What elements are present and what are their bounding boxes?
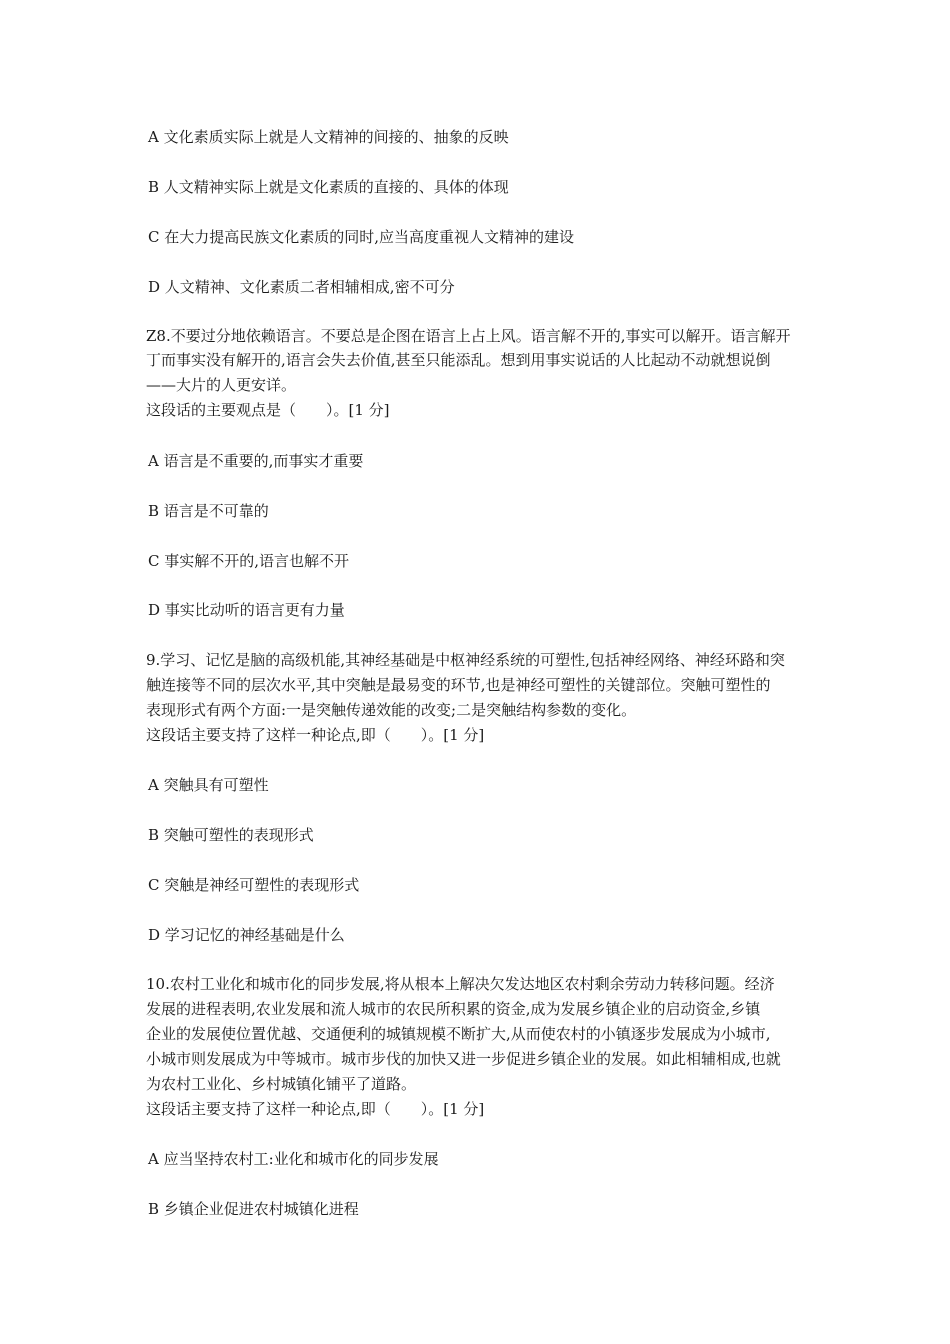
q8-option-d: D 事实比动听的语言更有力量	[148, 601, 345, 619]
q8-passage-line-2: 丁而事实没有解开的,语言会失去价值,甚至只能添乱。想到用事实说话的人比起动不动就想说倒	[146, 351, 771, 369]
q9-option-b: B 突触可塑性的表现形式	[148, 826, 314, 844]
q10-passage-line-5: 为农村工业化、乡村城镇化铺平了道路。	[146, 1075, 417, 1093]
q9-passage-line-1: 9.学习、记忆是脑的高级机能,其神经基础是中枢神经系统的可塑性,包括神经网络、神经环路和突	[146, 651, 785, 669]
q8-passage-line-3: ——大片的人更安详。	[146, 376, 297, 394]
q8-passage-line-1: Z8.不要过分地依赖语言。不要总是企图在语言上占上风。语言解不开的,事实可以解开。语言解开	[146, 327, 791, 345]
q10-passage-line-1: 10.农村工业化和城市化的同步发展,将从根本上解决欠发达地区农村剩余劳动力转移问题。经济	[146, 975, 775, 993]
q8-option-b: B 语言是不可靠的	[148, 502, 269, 520]
q9-option-a: A 突触具有可塑性	[148, 776, 269, 794]
q9-option-d: D 学习记忆的神经基础是什么	[148, 926, 345, 944]
q10-option-b: B 乡镇企业促进农村城镇化进程	[148, 1200, 359, 1218]
q10-passage-line-2: 发展的进程表明,农业发展和流人城市的农民所积累的资金,成为发展乡镇企业的启动资金,乡镇	[146, 1000, 761, 1018]
q8-prompt: 这段话的主要观点是（ ）。[1 分]	[146, 401, 390, 419]
q10-option-a: A 应当坚持农村工:业化和城市化的同步发展	[148, 1150, 439, 1168]
q9-option-c: C 突触是神经可塑性的表现形式	[148, 876, 360, 894]
q10-prompt: 这段话主要支持了这样一种论点,即（ ）。[1 分]	[146, 1100, 485, 1118]
q8-option-c: C 事实解不开的,语言也解不开	[148, 552, 350, 570]
q10-passage-line-4: 小城市则发展成为中等城市。城市步伐的加快又进一步促进乡镇企业的发展。如此相辅相成,也就	[146, 1050, 781, 1068]
q-prev-option-d: D 人文精神、文化素质二者相辅相成,密不可分	[148, 278, 455, 296]
q10-passage-line-3: 企业的发展使位置优越、交通便利的城镇规模不断扩大,从而使农村的小镇逐步发展成为小城市,	[146, 1025, 771, 1043]
q-prev-option-c: C 在大力提高民族文化素质的同时,应当高度重视人文精神的建设	[148, 228, 575, 246]
q-prev-option-a: A 文化素质实际上就是人文精神的间接的、抽象的反映	[148, 128, 509, 146]
q9-passage-line-2: 触连接等不同的层次水平,其中突触是最易变的环节,也是神经可塑性的关键部位。突触可塑性的	[146, 676, 771, 694]
q9-passage-line-3: 表现形式有两个方面:一是突触传递效能的改变;二是突触结构参数的变化。	[146, 701, 637, 719]
q-prev-option-b: B 人文精神实际上就是文化素质的直接的、具体的体现	[148, 178, 509, 196]
q9-prompt: 这段话主要支持了这样一种论点,即（ ）。[1 分]	[146, 726, 485, 744]
q8-option-a: A 语言是不重要的,而事实才重要	[148, 452, 364, 470]
